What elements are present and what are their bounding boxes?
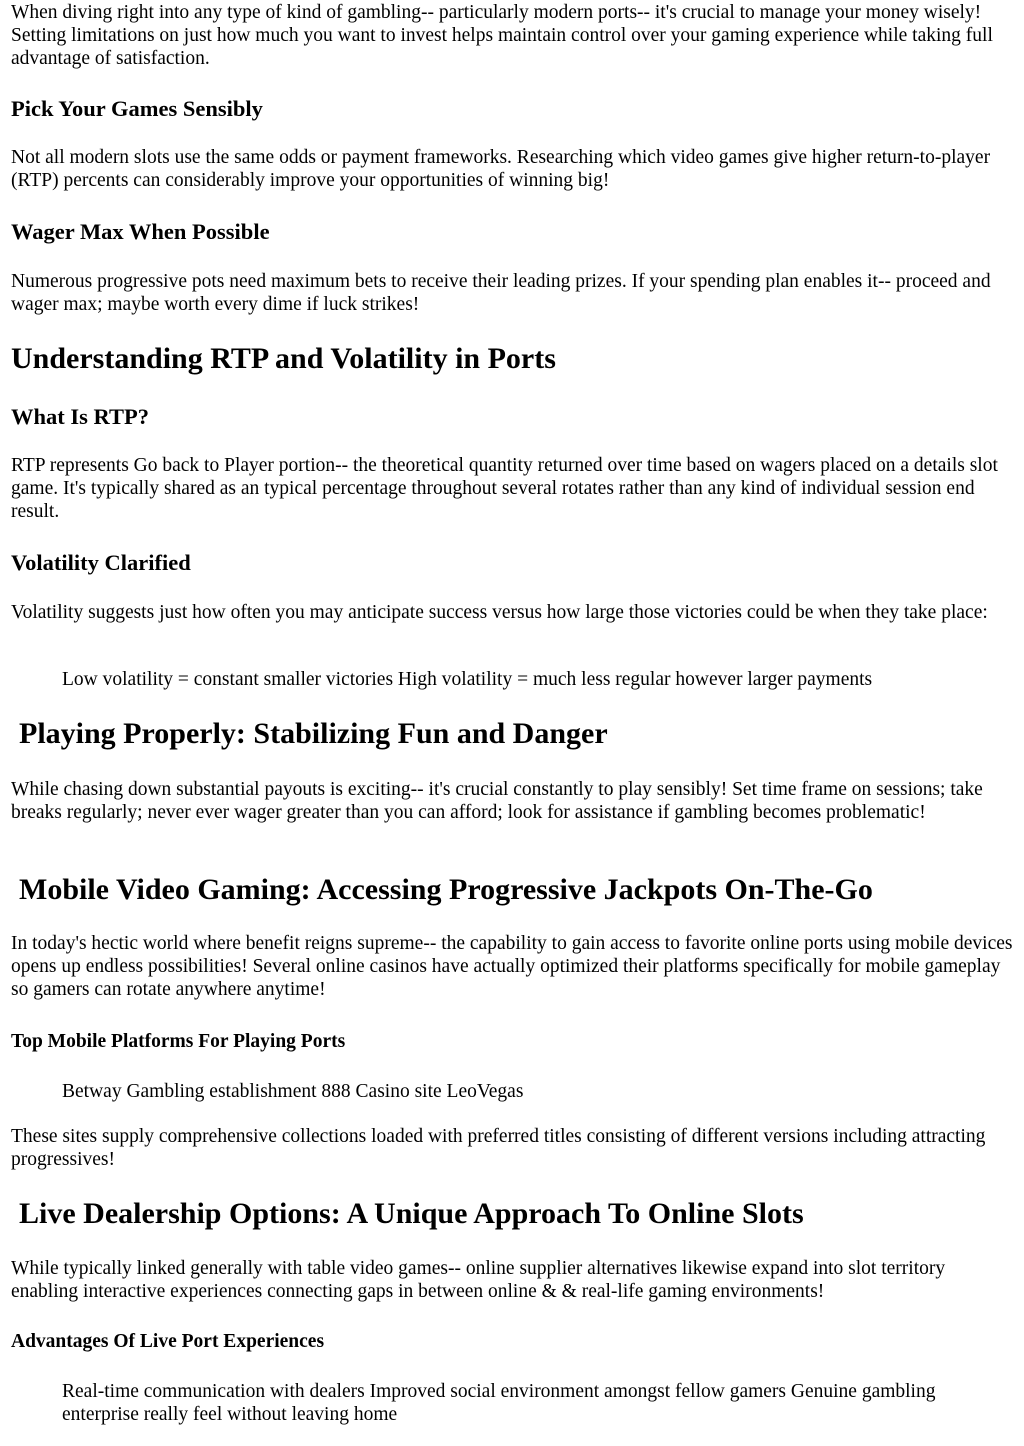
intro-paragraph: When diving right into any type of kind of gambling-- particularly modern ports-- it's crucial to manage your money wisely! Setting limitations on just how much you want to invest helps maintain control over your gaming experience while taking full advantage of satisfaction.: [11, 2, 993, 69]
wager-max-paragraph: Numerous progressive pots need maximum bets to receive their leading prizes. If your spending plan enables it-- proceed and wager max; maybe worth every dime if luck strikes!: [11, 271, 991, 315]
what-is-rtp-paragraph: RTP represents Go back to Player portion-- the theoretical quantity returned over time based on wagers placed on a details slot game. It's typically shared as an typical percentage throughout several rotates rather than any kind of individual session end result.: [11, 455, 998, 522]
wager-max-heading: Wager Max When Possible: [11, 219, 270, 244]
volatility-list: Low volatility = constant smaller victories High volatility = much less regular however larger payments: [62, 669, 873, 690]
mobile-platforms-list: Betway Gambling establishment 888 Casino site LeoVegas: [62, 1081, 524, 1102]
live-advantages-heading: Advantages Of Live Port Experiences: [11, 1331, 325, 1352]
mobile-platforms-heading: Top Mobile Platforms For Playing Ports: [11, 1031, 346, 1052]
mobile-paragraph: In today's hectic world where benefit reigns supreme-- the capability to gain access to favorite online ports using mobile devices opens up endless possibilities! Several online casinos have actually optimized their platforms specifically for mobile gameplay so gamers can rotate anywhere anytime!: [11, 933, 1013, 1000]
live-dealer-heading: Live Dealership Options: A Unique Approach To Online Slots: [19, 1197, 804, 1230]
live-advantages-list: Real-time communication with dealers Improved social environment amongst fellow gamers Genuine gambling enterprise really feel without leaving home: [62, 1381, 936, 1425]
playing-properly-heading: Playing Properly: Stabilizing Fun and Danger: [19, 717, 608, 750]
what-is-rtp-heading: What Is RTP?: [11, 404, 149, 429]
mobile-heading: Mobile Video Gaming: Accessing Progressive Jackpots On-The-Go: [19, 873, 873, 906]
volatility-heading: Volatility Clarified: [11, 550, 191, 575]
live-dealer-paragraph: While typically linked generally with table video games-- online supplier alternatives likewise expand into slot territory enabling interactive experiences connecting gaps in between online & & real-life gaming environments!: [11, 1258, 946, 1302]
pick-games-heading: Pick Your Games Sensibly: [11, 96, 263, 121]
volatility-paragraph: Volatility suggests just how often you may anticipate success versus how large those victories could be when they take place:: [11, 602, 988, 623]
pick-games-paragraph: Not all modern slots use the same odds or payment frameworks. Researching which video games give higher return-to-player (RTP) percents can considerably improve your opportunities of winning big!: [11, 147, 991, 191]
rtp-section-heading: Understanding RTP and Volatility in Ports: [11, 342, 556, 375]
mobile-platforms-paragraph: These sites supply comprehensive collections loaded with preferred titles consisting of different versions including attracting progressives!: [11, 1126, 986, 1170]
playing-properly-paragraph: While chasing down substantial payouts is exciting-- it's crucial constantly to play sensibly! Set time frame on sessions; take breaks regularly; never ever wager greater than you can afford; look for assistance if gambling becomes problematic!: [11, 779, 983, 823]
